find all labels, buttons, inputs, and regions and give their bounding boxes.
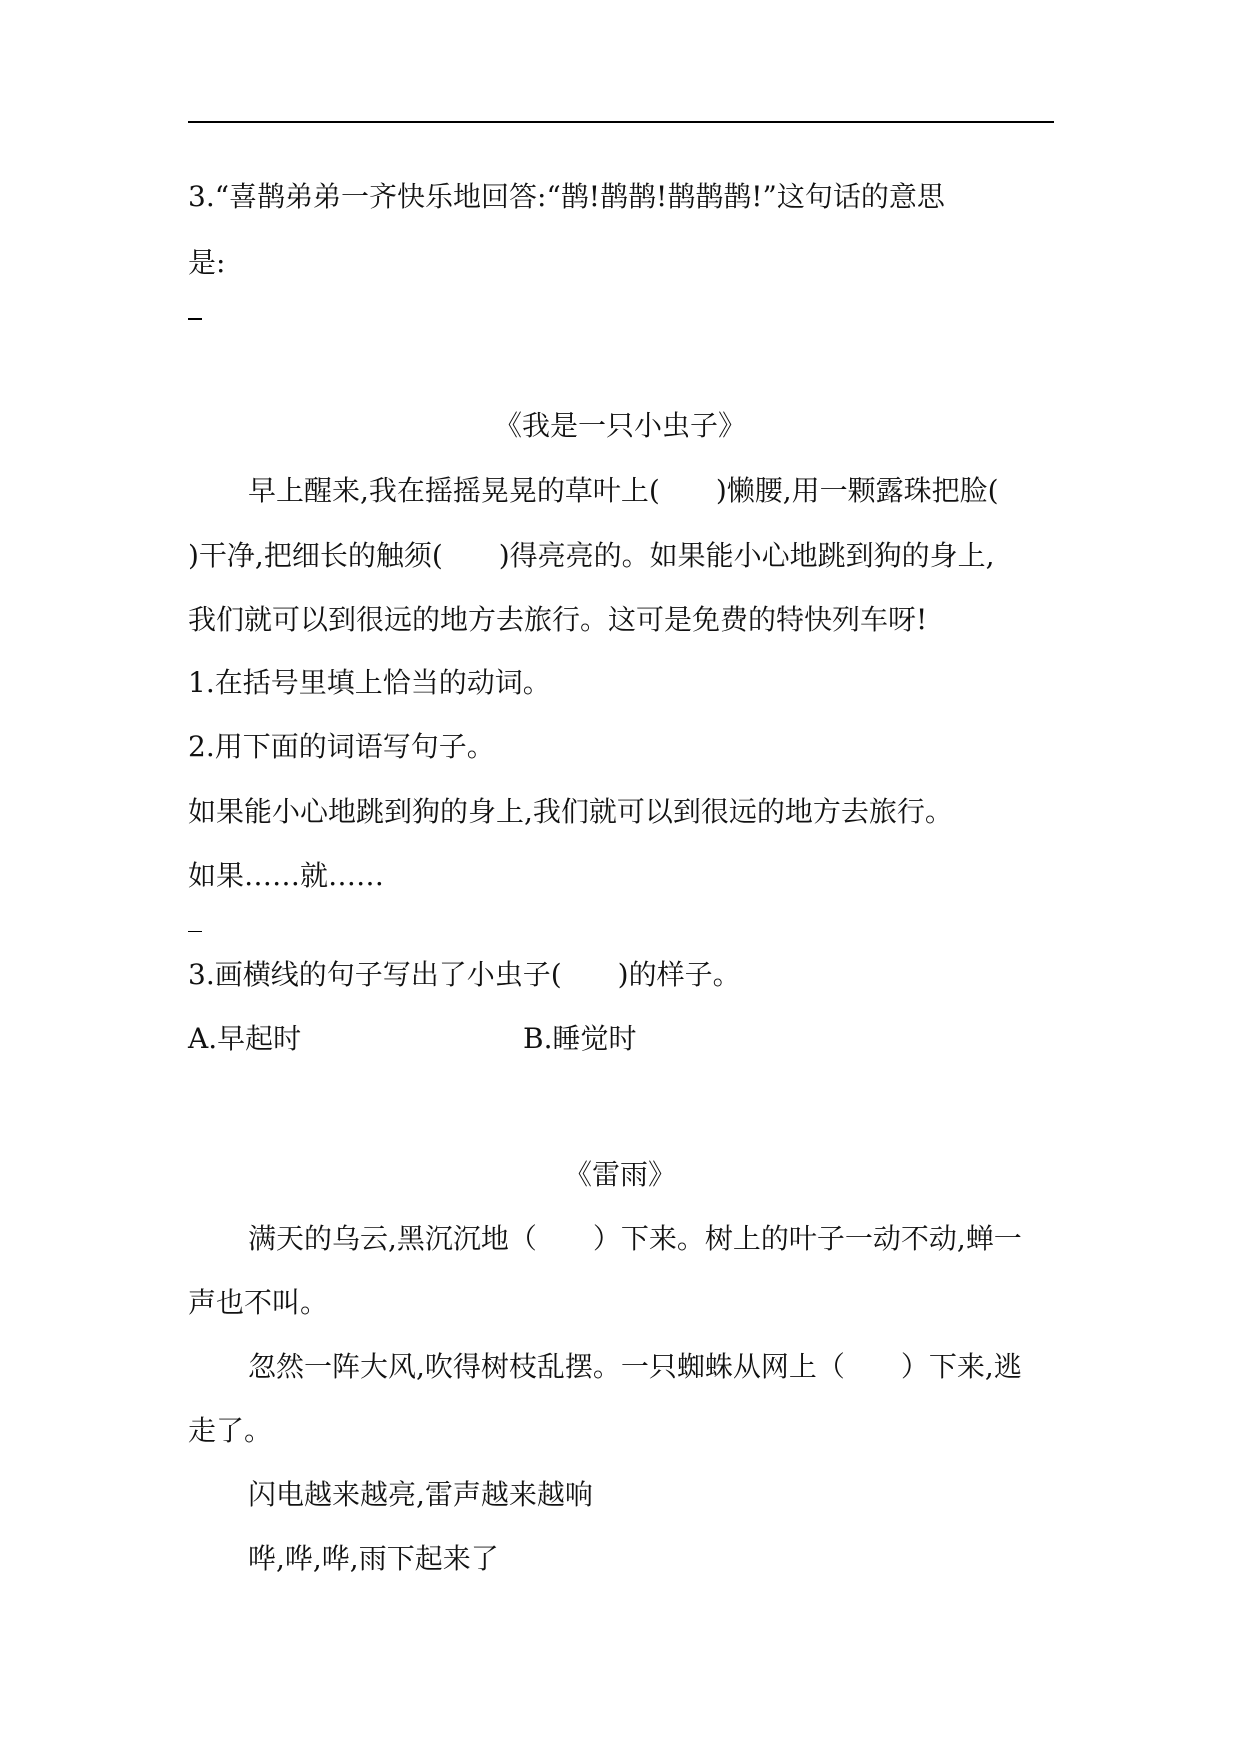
passage-title-bug: 《我是一只小虫子》 (493, 409, 746, 442)
question-3-line-2: 是: (188, 246, 226, 279)
option-a: A.早起时 (188, 1022, 302, 1055)
question-1: 1.在括号里填上恰当的动词。 (188, 666, 551, 699)
passage-storm-p1-line-2: 声也不叫。 (188, 1286, 329, 1319)
header-rule (188, 121, 1054, 123)
passage-storm-p4: 哗,哗,哗,雨下起来了 (248, 1542, 499, 1575)
passage-storm-p2-line-2: 走了。 (188, 1414, 273, 1447)
passage-bug-line-1: 早上醒来,我在摇摇晃晃的草叶上( )懒腰,用一颗露珠把脸( (248, 474, 999, 507)
question-2-example: 如果能小心地跳到狗的身上,我们就可以到很远的地方去旅行。 (188, 795, 953, 828)
passage-storm-p3: 闪电越来越亮,雷声越来越响 (248, 1478, 593, 1511)
passage-bug-line-2: )干净,把细长的触须( )得亮亮的。如果能小心地跳到狗的身上, (188, 539, 995, 572)
option-b: B.睡觉时 (523, 1022, 637, 1055)
passage-storm-p2-line-1: 忽然一阵大风,吹得树枝乱摆。一只蜘蛛从网上（ ）下来,逃 (248, 1350, 1022, 1383)
passage-bug-line-3: 我们就可以到很远的地方去旅行。这可是免费的特快列车呀! (188, 603, 928, 636)
question-3-line-1: 3.“喜鹊弟弟一齐快乐地回答:“鹊!鹊鹊!鹊鹊鹊!”这句话的意思 (188, 180, 945, 213)
answer-blank (188, 318, 202, 320)
answer-blank (188, 931, 202, 932)
question-2: 2.用下面的词语写句子。 (188, 730, 495, 763)
passage-title-thunderstorm: 《雷雨》 (563, 1158, 676, 1191)
question-2-prompt: 如果……就…… (188, 859, 385, 892)
question-3: 3.画横线的句子写出了小虫子( )的样子。 (188, 958, 741, 991)
passage-storm-p1-line-1: 满天的乌云,黑沉沉地（ ）下来。树上的叶子一动不动,蝉一 (248, 1222, 1022, 1255)
